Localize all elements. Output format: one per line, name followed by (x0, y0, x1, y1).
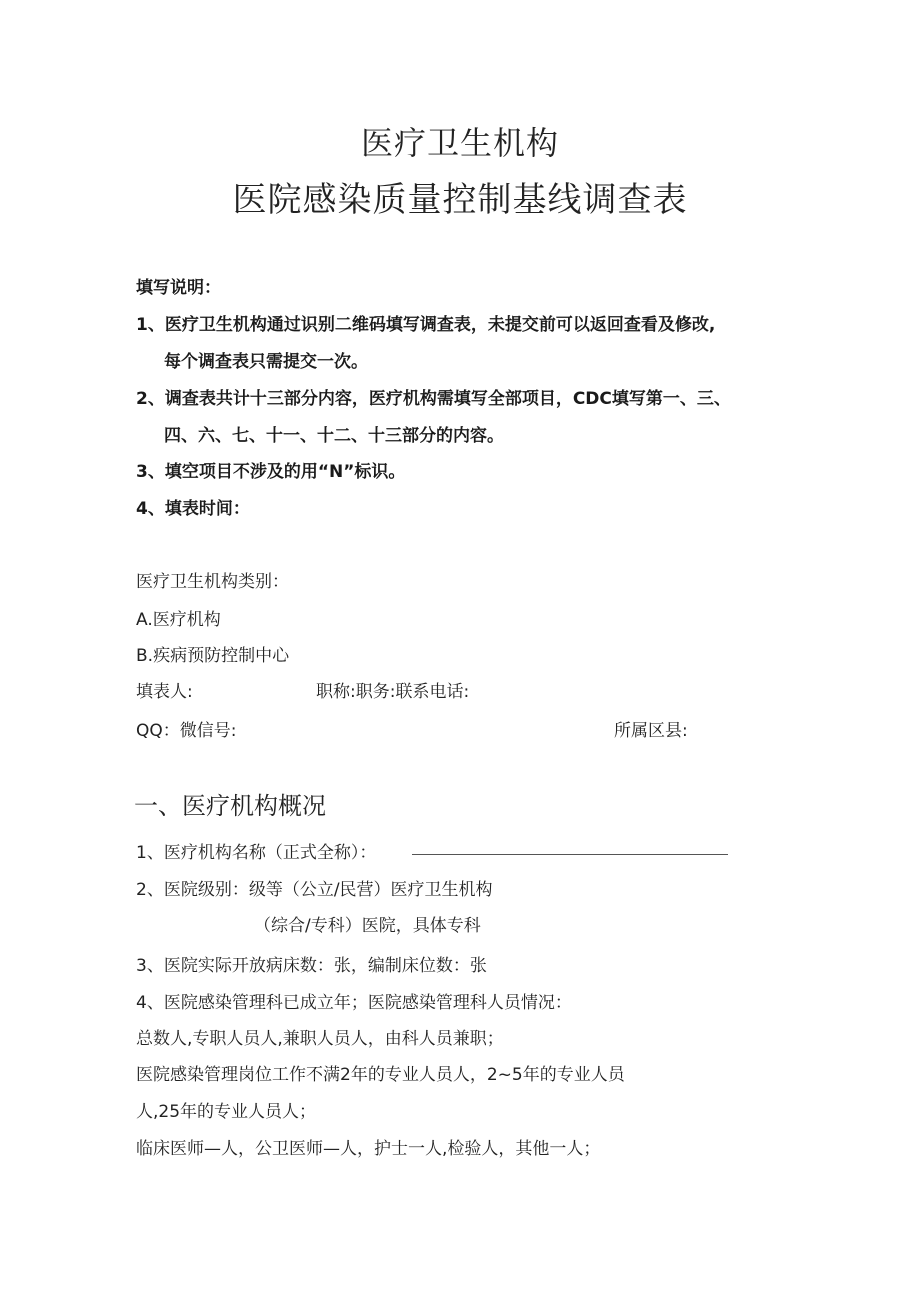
institution-name-field[interactable] (412, 854, 728, 855)
instruction-item-4: 4、填表时间： (136, 499, 250, 519)
q2-hospital-type: （综合/专科）医院，具体专科 (254, 916, 481, 936)
category-option-a[interactable]: A.医疗机构 (136, 610, 221, 630)
q4-staff-experience-cont: 人,25年的专业人员人； (136, 1102, 317, 1122)
instruction-item-2-cont: 四、六、七、十一、十二、十三部分的内容。 (164, 426, 504, 446)
filler-label: 填表人: (136, 682, 193, 702)
q1-institution-name: 1、医疗机构名称（正式全称）： (136, 843, 377, 863)
instruction-item-2: 2、调查表共计十三部分内容，医疗机构需填写全部项目，CDC填写第一、三、 (136, 389, 731, 409)
title-position-phone-label: 职称:职务:联系电话: (316, 682, 470, 702)
q4-staff-experience: 医院感染管理岗位工作不满2年的专业人员人，2~5年的专业人员 (136, 1065, 625, 1085)
instruction-item-3: 3、填空项目不涉及的用“N”标识。 (136, 462, 406, 482)
instruction-item-1-cont: 每个调查表只需提交一次。 (164, 352, 368, 372)
district-label: 所属区县: (614, 721, 688, 741)
q4-infection-dept: 4、医院感染管理科已成立年；医院感染管理科人员情况： (136, 993, 572, 1013)
q3-bed-count: 3、医院实际开放病床数：张，编制床位数：张 (136, 956, 487, 976)
document-title-line2: 医院感染质量控制基线调查表 (232, 180, 688, 220)
qq-wechat-label: QQ：微信号: (136, 721, 237, 741)
section-1-heading: 一、医疗机构概况 (134, 792, 326, 820)
instructions-heading: 填写说明： (136, 278, 221, 298)
q4-staff-roles: 临床医师—人，公卫医师—人，护士一人,检验人，其他一人； (136, 1139, 601, 1159)
instruction-item-1: 1、医疗卫生机构通过识别二维码填写调查表，未提交前可以返回查看及修改, (136, 315, 716, 335)
category-label: 医疗卫生机构类别： (136, 572, 289, 592)
q2-hospital-level: 2、医院级别：级等（公立/民营）医疗卫生机构 (136, 880, 493, 900)
q4-staff-totals: 总数人,专职人员人,兼职人员人，由科人员兼职； (136, 1029, 504, 1049)
category-option-b[interactable]: B.疾病预防控制中心 (136, 646, 290, 666)
document-title-line1: 医疗卫生机构 (360, 124, 559, 162)
